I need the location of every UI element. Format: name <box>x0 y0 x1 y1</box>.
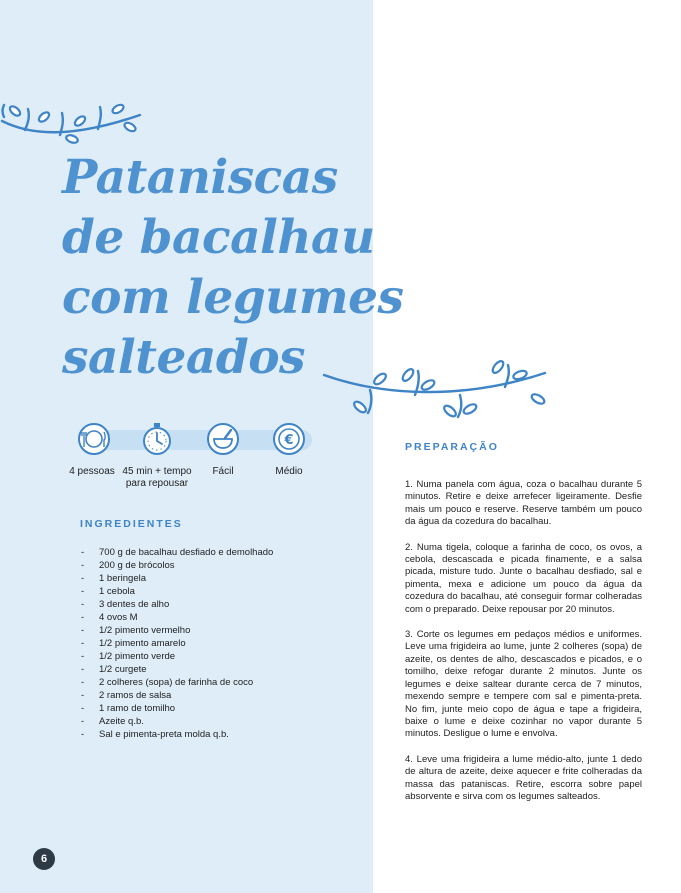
title-line: salteados <box>62 330 306 385</box>
recipe-title <box>62 148 404 388</box>
title-line: com legumes <box>62 270 404 325</box>
euro-coin-icon <box>272 422 306 456</box>
plate-icon <box>77 422 111 456</box>
svg-text:€: € <box>284 433 294 448</box>
preparation-step: 1. Numa panela com água, coza o bacalhau durante 5 minutos. Retire e deixe arrefecer ligeiramente. Desfie mais um pouco e reserve. Reserve também um pouco da água da cozedura do bacalhau. <box>405 479 642 528</box>
list-item: - 1/2 pimento verde <box>81 650 361 663</box>
difficulty-label: Fácil <box>212 466 234 477</box>
list-item: - 1 ramo de tomilho <box>81 702 361 715</box>
list-item: - 2 ramos de salsa <box>81 689 361 702</box>
list-item: - 200 g de brócolos <box>81 559 361 572</box>
preparation-steps <box>405 479 642 816</box>
list-item: - Azeite q.b. <box>81 715 361 728</box>
list-item: - 700 g de bacalhau desfiado e demolhado <box>81 546 361 559</box>
vine-bottom-right-decoration <box>320 355 560 425</box>
preparation-step: 4. Leve uma frigideira a lume médio-alto, junte 1 dedo de altura de azeite, deixe aquecer e frite colheradas da massa das pataniscas. Retire, escorra sobre papel absorvente e sirva com os legumes salteados. <box>405 753 642 802</box>
page-number-badge: 6 <box>33 848 55 870</box>
ingredients-list <box>81 546 361 741</box>
list-item: - 1 beringela <box>81 572 361 585</box>
time-label: 45 min + tempo para repousar <box>122 466 192 489</box>
preparation-heading: PREPARAÇÃO <box>405 441 499 453</box>
list-item: - 1/2 pimento vermelho <box>81 624 361 637</box>
vine-top-left-decoration <box>0 95 150 145</box>
stopwatch-icon <box>140 422 174 456</box>
title-line: Pataniscas <box>62 150 338 205</box>
servings-label: 4 pessoas <box>69 466 115 477</box>
preparation-step: 2. Numa tigela, coloque a farinha de coco, os ovos, a cebola, descascada e picada finamente, e a salsa picada, misture tudo. Junte o bacalhau desfiado, sal e pimenta, mexa e adicione um pouco da água da cozedura do bacalhau, até conseguir formar colheradas com o preparado. Deixe repousar por 20 minutos. <box>405 541 642 615</box>
list-item: - 3 dentes de alho <box>81 598 361 611</box>
list-item: - 1/2 curgete <box>81 663 361 676</box>
cost-label: Médio <box>275 466 303 477</box>
list-item: - 4 ovos M <box>81 611 361 624</box>
list-item: - 2 colheres (sopa) de farinha de coco <box>81 676 361 689</box>
ingredients-heading: INGREDIENTES <box>80 518 183 530</box>
title-line: de bacalhau <box>62 210 375 265</box>
list-item: - 1 cebola <box>81 585 361 598</box>
list-item: - 1/2 pimento amarelo <box>81 637 361 650</box>
list-item: - Sal e pimenta-preta molda q.b. <box>81 728 361 741</box>
preparation-step: 3. Corte os legumes em pedaços médios e uniformes. Leve uma frigideira ao lume, junte 2 colheres (sopa) de azeite, os dentes de alho, descascados e picados, e o tomilho, deixe refogar durante 2 minutos. Junte os legumes e deixe saltear durante cerca de 7 minutos, mexendo sempre e tempere com sal e pimenta-preta. No fim, junte meio copo de água e tape a frigideira, baixe o lume e deixe cozinhar no vapor durante 5 minutos. Desligue o lume e envolva. <box>405 629 642 740</box>
mortar-pestle-icon <box>206 422 240 456</box>
